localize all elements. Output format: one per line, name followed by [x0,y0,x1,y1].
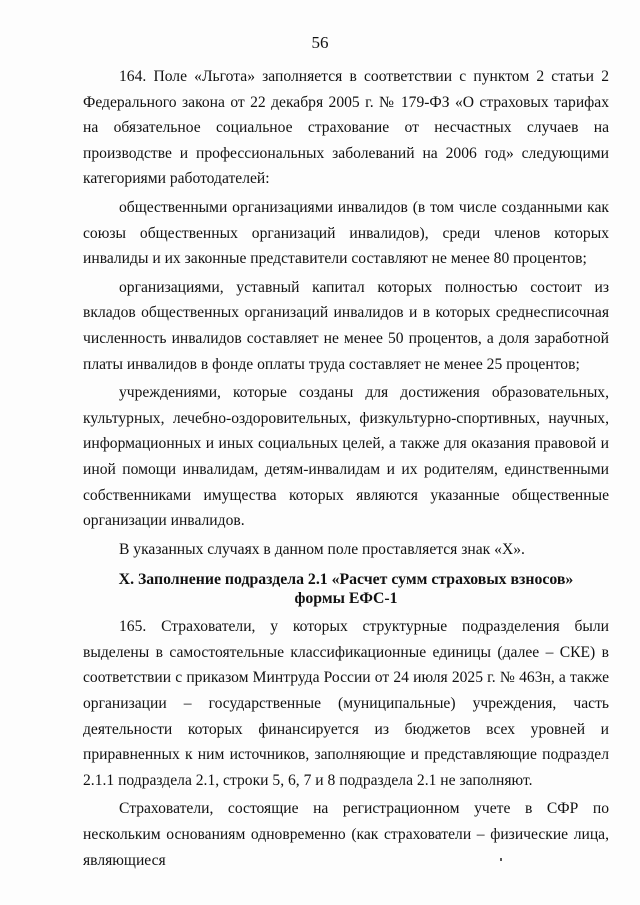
paragraph-insurers: Страхователи, состоящие на регистрационном учете в СФР по нескольким основаниям одновременно (как страхователи – физические лица, являющиеся [83,800,609,869]
paragraph-164: 164. Поле «Льгота» заполняется в соответствии с пунктом 2 статьи 2 Федерального закона от 22 декабря 2005 г. № 179-ФЗ «О страховых тарифах на обязательное социальное страхование от несчастных случаев на производстве и профессиональных заболеваний на 2006 год» следующими категориями работодателей: [83,68,609,188]
scan-artifact [500,858,502,861]
list-item-disabled-organizations: общественными организациями инвалидов (в том числе созданными как союзы общественных организаций инвалидов), среди членов которых инвалиды и их законные представители составляют не менее 80 процентов; [83,198,609,268]
page-number: 56 [311,33,329,52]
list-item-capital-organizations: организациями, уставный капитал которых полностью состоит из вкладов общественных организаций инвалидов и в которых среднесписочная численность инвалидов составляет не менее 50 процентов, а доля заработной платы инвалидов в фонде оплаты труда составляет не менее 25 процентов; [83,278,609,373]
paragraph-note: В указанных случаях в данном поле проставляется знак «Х». [119,540,525,558]
section-heading-line-1: X. Заполнение подраздела 2.1 «Расчет сумм страховых взносов» [118,571,574,589]
document-body [83,64,609,876]
section-heading [83,570,609,608]
paragraph-165: 165. Страхователи, у которых структурные подразделения были выделены в самостоятельные классификационные единицы (далее – СКЕ) в соответствии с приказом Минтруда России от 24 июля 2025 г. № 463н, а также организации – государственные (муниципальные) учреждения, часть деятельности которых финансируется из бюджетов всех уровней и приравненных к ним источников, заполняющие и представляющие подраздел 2.1.1 подраздела 2.1, строки 5, 6, 7 и 8 подраздела 2.1 не заполняют. [83,618,609,789]
list-item-institutions: учреждениями, которые созданы для достижения образовательных, культурных, лечебно-оздоровительных, физкультурно-спортивных, научных, информационных и иных социальных целей, а также для оказания правовой и иной помощи инвалидам, детям-инвалидам и их родителям, единственными собственниками имущества которых являются указанные общественные организации инвалидов. [83,384,609,530]
section-heading-line-2: формы ЕФС-1 [294,590,398,608]
